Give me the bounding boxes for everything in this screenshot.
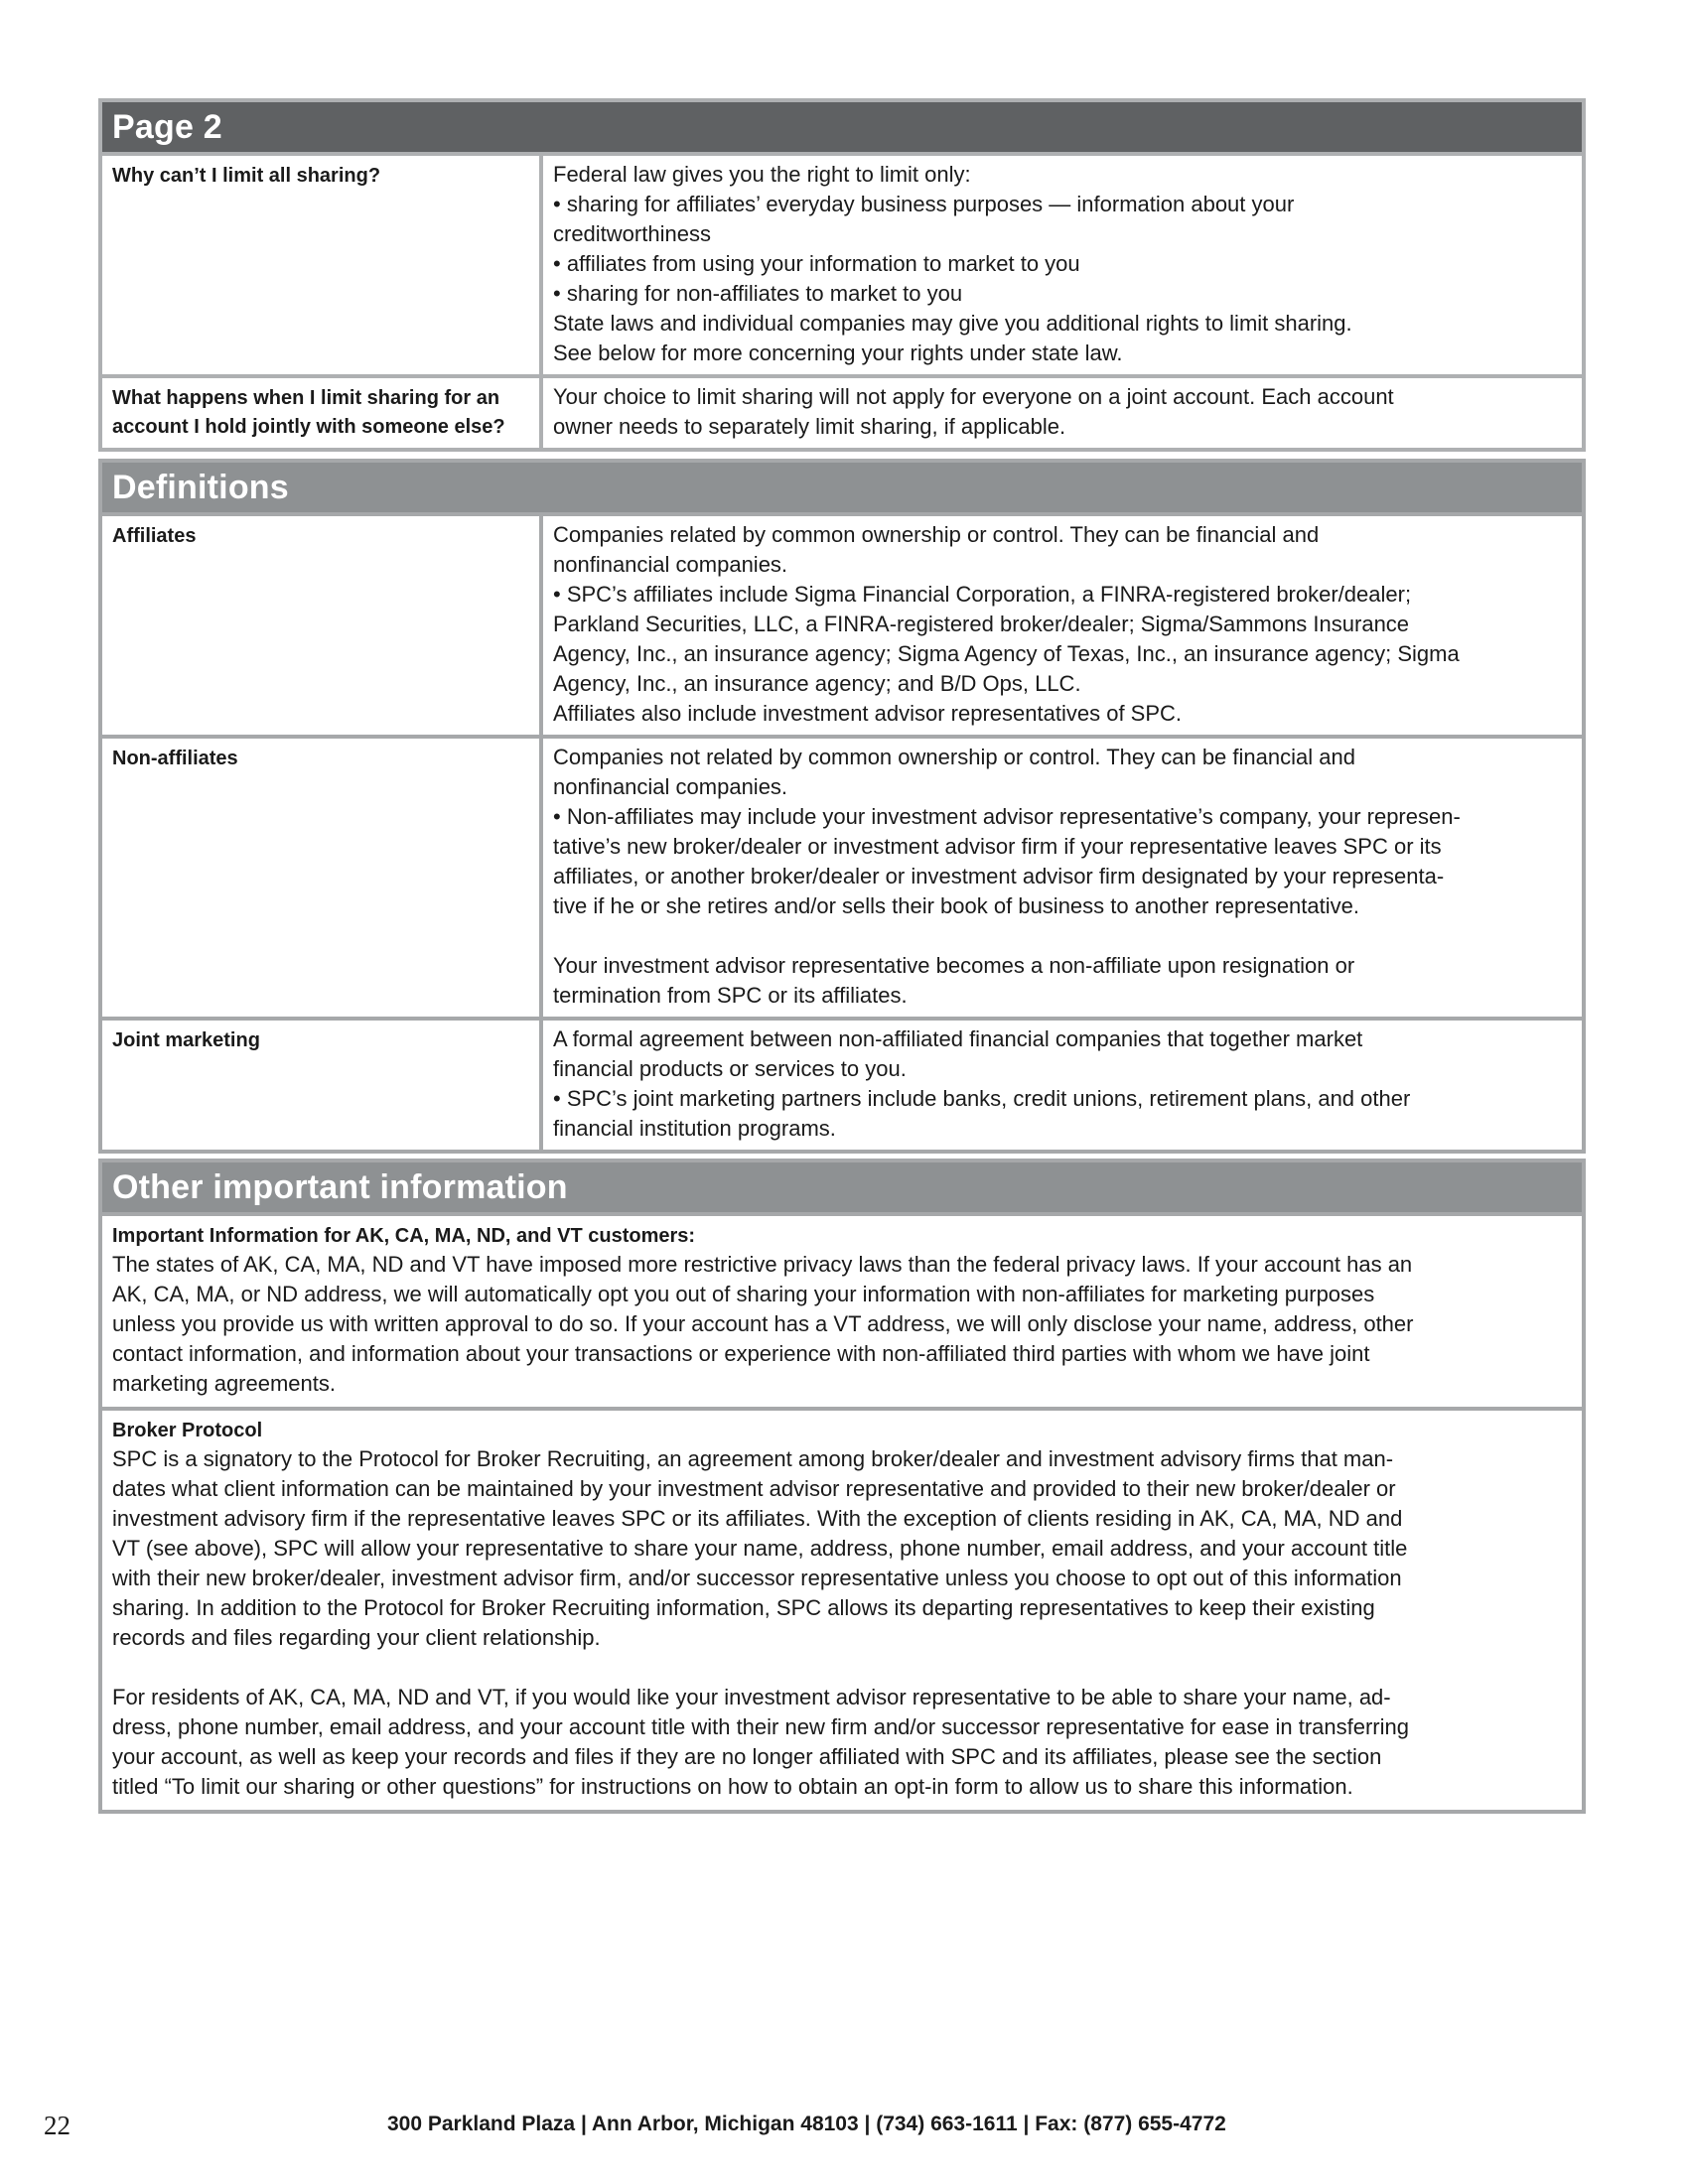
info-line: your account, as well as keep your records and files if they are no longer affiliated with SPC and its affiliates, please see the section	[112, 1744, 1382, 1769]
definition-body	[543, 739, 1582, 1017]
info-line: AK, CA, MA, or ND address, we will automatically opt you out of sharing your information with non-affiliates for marketing purposes	[112, 1282, 1375, 1306]
info-line: VT (see above), SPC will allow your representative to share your name, address, phone number, email address, and your account title	[112, 1536, 1408, 1561]
page2-section	[98, 98, 1586, 452]
definition-term	[102, 1021, 539, 1150]
page-number: 22	[44, 2111, 70, 2140]
page2-section-title: Page 2	[102, 102, 1582, 152]
definition-line: • SPC’s joint marketing partners include banks, credit unions, retirement plans, and other	[553, 1086, 1411, 1111]
faq-row-limit-all	[102, 156, 1582, 374]
other-info-section-title: Other important information	[102, 1162, 1582, 1212]
definition-line: termination from SPC or its affiliates.	[553, 983, 908, 1008]
definition-line: Affiliates also include investment advisor representatives of SPC.	[553, 701, 1183, 726]
info-line: dress, phone number, email address, and your account title with their new firm and/or successor representative for ease in transferring	[112, 1714, 1409, 1739]
definition-row-joint-marketing	[102, 1021, 1582, 1150]
definition-line: financial institution programs.	[553, 1116, 836, 1141]
definition-line: Parkland Securities, LLC, a FINRA-registered broker/dealer; Sigma/Sammons Insurance	[553, 612, 1410, 636]
definition-line: nonfinancial companies.	[553, 774, 788, 799]
definition-line: Companies related by common ownership or control. They can be financial and	[553, 522, 1320, 547]
info-line: marketing agreements.	[112, 1371, 336, 1396]
definition-body	[543, 516, 1582, 735]
faq-row-joint-account	[102, 378, 1582, 448]
broker-protocol-heading: Broker Protocol	[112, 1420, 263, 1441]
faq-answer	[543, 378, 1582, 448]
term-text: Joint marketing	[112, 1029, 260, 1051]
definitions-section	[98, 459, 1586, 1154]
question-text: What happens when I limit sharing for an	[112, 387, 500, 409]
definition-line: Agency, Inc., an insurance agency; and B/D Ops, LLC.	[553, 671, 1081, 696]
page-footer	[0, 2111, 1688, 2150]
info-line: SPC is a signatory to the Protocol for Broker Recruiting, an agreement among broker/dealer and investment advisory firms that man-	[112, 1446, 1394, 1471]
faq-answer	[543, 156, 1582, 374]
info-line: The states of AK, CA, MA, ND and VT have imposed more restrictive privacy laws than the federal privacy laws. If your account has an	[112, 1252, 1413, 1277]
answer-line: • sharing for non-affiliates to market to you	[553, 281, 963, 306]
info-line: unless you provide us with written approval to do so. If your account has a VT address, we will only disclose your name, address, other	[112, 1311, 1414, 1336]
term-text: Non-affiliates	[112, 748, 238, 769]
definition-line: nonfinancial companies.	[553, 552, 788, 577]
broker-protocol-body	[102, 1411, 1582, 1810]
definition-line: • SPC’s affiliates include Sigma Financial Corporation, a FINRA-registered broker/dealer;	[553, 582, 1412, 607]
info-line: with their new broker/dealer, investment advisor firm, and/or successor representative unless you choose to opt out of this information	[112, 1566, 1402, 1590]
answer-line: creditworthiness	[553, 221, 711, 246]
answer-line: • affiliates from using your information to market to you	[553, 251, 1080, 276]
definition-term	[102, 739, 539, 1017]
definition-line: A formal agreement between non-affiliated financial companies that together market	[553, 1026, 1363, 1051]
answer-line: See below for more concerning your rights under state law.	[553, 341, 1123, 365]
faq-question	[102, 156, 539, 374]
info-line: titled “To limit our sharing or other questions” for instructions on how to obtain an opt-in form to allow us to share this information.	[112, 1774, 1353, 1799]
definition-line: tative’s new broker/dealer or investment advisor firm if your representative leaves SPC or its	[553, 834, 1442, 859]
info-line: sharing. In addition to the Protocol for Broker Recruiting information, SPC allows its departing representatives to keep their existing	[112, 1595, 1375, 1620]
footer-address: 300 Parkland Plaza | Ann Arbor, Michigan 48103 | (734) 663-1611 | Fax: (877) 655-4772	[387, 2113, 1226, 2135]
question-text: account I hold jointly with someone else?	[112, 416, 505, 438]
answer-line: Your choice to limit sharing will not apply for everyone on a joint account. Each account	[553, 384, 1394, 409]
faq-question	[102, 378, 539, 448]
definition-line: Companies not related by common ownership or control. They can be financial and	[553, 745, 1355, 769]
info-line: contact information, and information about your transactions or experience with non-affiliated third parties with whom we have joint	[112, 1341, 1370, 1366]
info-line: For residents of AK, CA, MA, ND and VT, if you would like your investment advisor representative to be able to share your name, ad-	[112, 1685, 1391, 1709]
answer-line: owner needs to separately limit sharing, if applicable.	[553, 414, 1066, 439]
info-line: dates what client information can be maintained by your investment advisor representative and provided to their new broker/dealer or	[112, 1476, 1396, 1501]
definition-line: tive if he or she retires and/or sells their book of business to another representative.	[553, 893, 1359, 918]
info-line: records and files regarding your client relationship.	[112, 1625, 601, 1650]
definition-line: financial products or services to you.	[553, 1056, 907, 1081]
definitions-section-title: Definitions	[102, 463, 1582, 512]
answer-line: State laws and individual companies may give you additional rights to limit sharing.	[553, 311, 1352, 336]
state-info-heading: Important Information for AK, CA, MA, ND, and VT customers:	[112, 1225, 696, 1247]
other-info-section	[98, 1159, 1586, 1814]
state-info-block	[102, 1216, 1582, 1407]
definition-term	[102, 516, 539, 735]
definition-line: affiliates, or another broker/dealer or investment advisor firm designated by your representa-	[553, 864, 1445, 888]
broker-protocol-block	[102, 1411, 1582, 1810]
info-line: investment advisory firm if the representative leaves SPC or its affiliates. With the exception of clients residing in AK, CA, MA, ND and	[112, 1506, 1403, 1531]
definition-line: Agency, Inc., an insurance agency; Sigma Agency of Texas, Inc., an insurance agency; Sigma	[553, 641, 1460, 666]
term-text: Affiliates	[112, 525, 197, 547]
question-text: Why can’t I limit all sharing?	[112, 165, 381, 187]
definition-row-affiliates	[102, 516, 1582, 735]
definition-body	[543, 1021, 1582, 1150]
definition-line: • Non-affiliates may include your investment advisor representative’s company, your represen-	[553, 804, 1461, 829]
definition-row-non-affiliates	[102, 739, 1582, 1017]
answer-line: Federal law gives you the right to limit only:	[553, 162, 971, 187]
definition-line: Your investment advisor representative becomes a non-affiliate upon resignation or	[553, 953, 1355, 978]
state-info-body	[102, 1216, 1582, 1407]
answer-line: • sharing for affiliates’ everyday business purposes — information about your	[553, 192, 1295, 216]
